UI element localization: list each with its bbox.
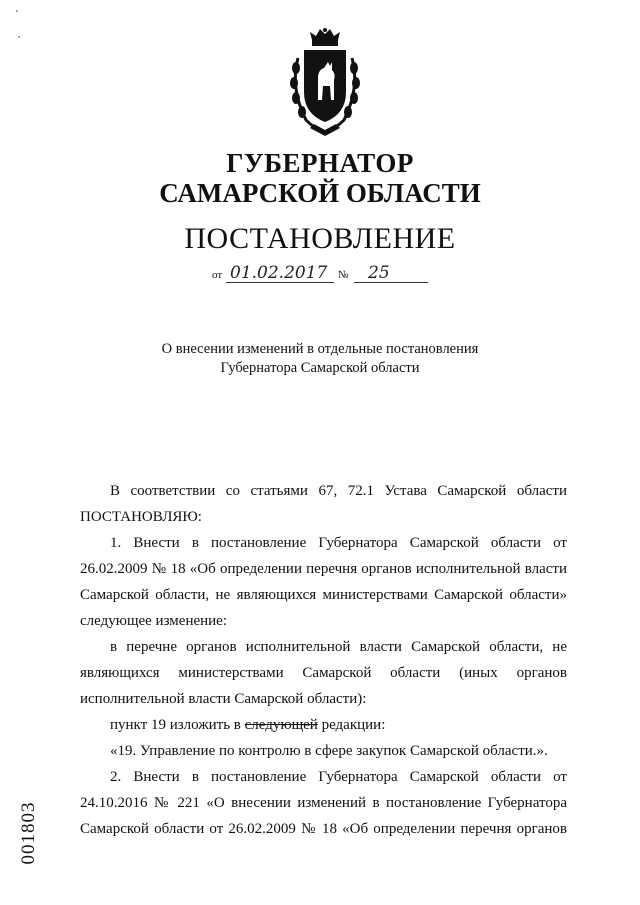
registration-stamp [14, 788, 44, 878]
list-para-line-1: в перечне органов исполнительной власти Самарской области, не [110, 639, 567, 655]
subject-line-1: О внесении изменений в отдельные постановления [161, 341, 479, 357]
date-label: от [212, 269, 223, 281]
clause-19-struck-word: следующей [244, 717, 318, 733]
registration-number: 001803 [18, 801, 39, 865]
item-1-line-2: 26.02.2009 № 18 «Об определении перечня органов исполнительной власти [80, 561, 567, 577]
list-para-line-2: являющихся министерствами Самарской области (иных органов [80, 665, 567, 681]
document-type-heading: ПОСТАНОВЛЕНИЕ [184, 222, 456, 255]
page-title-governor: ГУБЕРНАТОР [226, 148, 414, 178]
number-underline [354, 282, 428, 283]
handwritten-number: 25 [368, 263, 390, 283]
handwritten-date: 01.02.2017 [230, 263, 328, 283]
document-subject [0, 340, 640, 378]
item-1-line-4: следующее изменение: [80, 613, 228, 629]
item-1-line-1: 1. Внести в постановление Губернатора Самарской области от [110, 535, 567, 551]
preamble-line: В соответствии со статьями 67, 72.1 Устава Самарской области [110, 483, 567, 499]
clause-19-part-a: пункт 19 изложить в [110, 717, 245, 733]
list-para-line-3: исполнительной власти Самарской области): [80, 691, 367, 707]
item-2-line-1: 2. Внести в постановление Губернатора Самарской области от [110, 769, 567, 785]
item-2-line-3: Самарской области от 26.02.2009 № 18 «Об определении перечня органов [80, 821, 567, 837]
number-label: № [338, 269, 349, 281]
resolution-word: ПОСТАНОВЛЯЮ: [80, 509, 202, 525]
document-body [80, 478, 567, 842]
date-number-line [212, 262, 442, 284]
clause-19-text: «19. Управление по контролю в сфере закупок Самарской области.». [110, 743, 548, 759]
clause-19-instruction [80, 712, 567, 738]
subject-line-2: Губернатора Самарской области [220, 360, 420, 376]
coat-of-arms-emblem [288, 28, 362, 138]
item-1-line-3: Самарской области, не являющихся министерствами Самарской области» [80, 587, 567, 603]
clause-19-part-c: редакции: [317, 717, 386, 733]
page-title-region: САМАРСКОЙ ОБЛАСТИ [159, 178, 481, 208]
item-2-line-2: 24.10.2016 № 221 «О внесении изменений в постановление Губернатора [80, 795, 567, 811]
